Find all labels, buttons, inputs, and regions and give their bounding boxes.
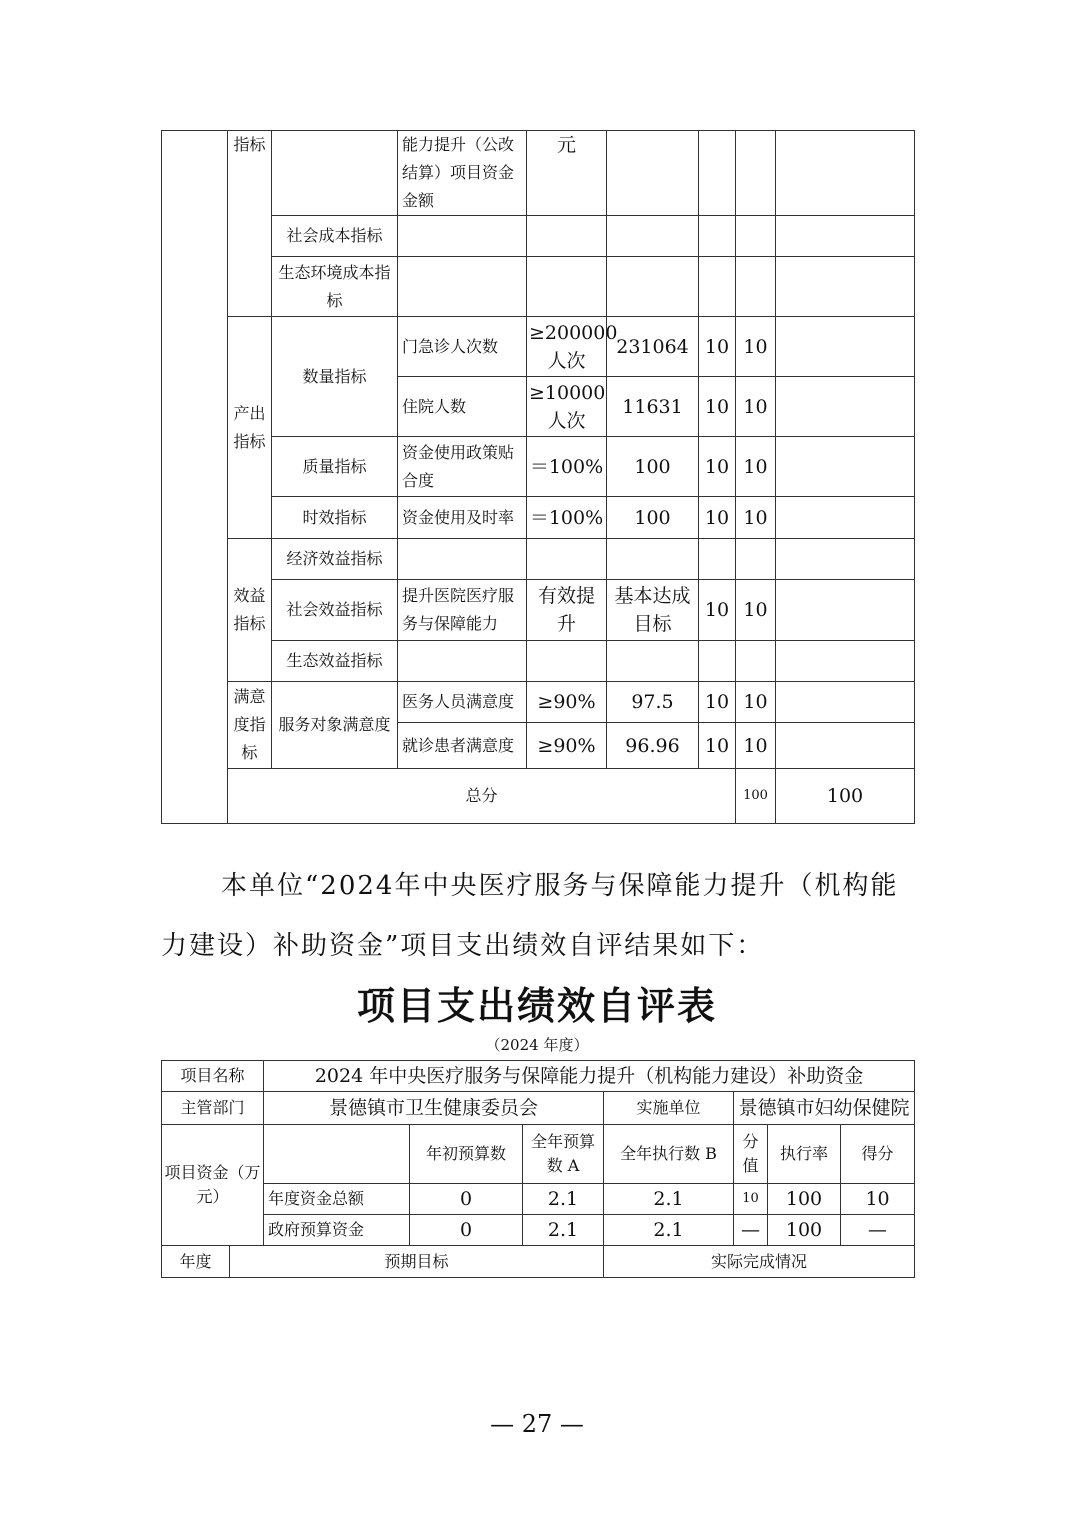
target-cell: ≥90% [527, 682, 607, 723]
target-cell: ＝100% [527, 497, 607, 539]
score-cell: 10 [736, 497, 776, 539]
initial-cell: 0 [410, 1215, 523, 1246]
unit-value: 景德镇市妇幼保健院 [734, 1092, 915, 1125]
rate-cell: 100 [768, 1184, 841, 1215]
weight-cell: 10 [699, 377, 736, 437]
actual-cell: 96.96 [607, 723, 699, 769]
dept-value: 景德镇市卫生健康委员会 [264, 1092, 604, 1125]
project-name: 2024 年中央医疗服务与保障能力提升（机构能力建设）补助资金 [264, 1061, 915, 1092]
weight-cell: 10 [699, 682, 736, 723]
budget-cell: 2.1 [523, 1215, 604, 1246]
score-cell: 10 [736, 682, 776, 723]
level3-label: 社会效益指标 [272, 580, 398, 641]
level2-label: 指标 [228, 131, 272, 317]
col-header: 全年执行数 B [604, 1125, 734, 1184]
level3-label: 数量指标 [272, 317, 398, 437]
indicator-cell: 住院人数 [398, 377, 527, 437]
level3-label: 时效指标 [272, 497, 398, 539]
indicator-cell: 资金使用及时率 [398, 497, 527, 539]
target-cell: ≥10000人次 [527, 377, 607, 437]
unit-label: 实施单位 [604, 1092, 734, 1125]
initial-cell: 0 [410, 1184, 523, 1215]
exec-cell: 2.1 [604, 1215, 734, 1246]
level3-label: 质量指标 [272, 437, 398, 497]
score-cell: — [841, 1215, 915, 1246]
weight-cell: 10 [699, 317, 736, 377]
weight-cell: 10 [734, 1184, 768, 1215]
level2-label: 产出指标 [228, 317, 272, 539]
level1-blank [162, 131, 228, 824]
actual-cell: 97.5 [607, 682, 699, 723]
row-label: 政府预算资金 [264, 1215, 410, 1246]
project-name-label: 项目名称 [162, 1061, 264, 1092]
score-cell: 10 [841, 1184, 915, 1215]
score-cell: 10 [736, 317, 776, 377]
performance-indicator-table [161, 130, 915, 824]
indicator-cell: 提升医院医疗服务与保障能力 [398, 580, 527, 641]
total-weight: 100 [736, 769, 776, 824]
weight-cell: 10 [699, 437, 736, 497]
indicator-cell: 就诊患者满意度 [398, 723, 527, 769]
actual-cell: 100 [607, 497, 699, 539]
actual-cell: 11631 [607, 377, 699, 437]
budget-cell: 2.1 [523, 1184, 604, 1215]
target-cell: 有效提升 [527, 580, 607, 641]
target-cell: ≥90% [527, 723, 607, 769]
level3-label: 服务对象满意度 [272, 682, 398, 769]
weight-cell: 10 [699, 497, 736, 539]
weight-cell: 10 [699, 580, 736, 641]
exec-cell: 2.1 [604, 1184, 734, 1215]
score-cell: 10 [736, 437, 776, 497]
level3-label: 经济效益指标 [272, 539, 398, 580]
indicator-cell: 能力提升（公改结算）项目资金金额 [398, 131, 527, 216]
level2-label: 满意度指标 [228, 682, 272, 769]
footer-year: 年度 [162, 1246, 230, 1278]
total-score: 100 [776, 769, 915, 824]
score-cell: 10 [736, 377, 776, 437]
target-cell: 元 [527, 131, 607, 216]
indicator-cell: 资金使用政策贴合度 [398, 437, 527, 497]
level3-label: 社会成本指标 [272, 216, 398, 257]
level2-label: 效益指标 [228, 539, 272, 682]
intro-paragraph: 本单位“2024年中央医疗服务与保障能力提升（机构能力建设）补助资金”项目支出绩效自评结果如下： [161, 871, 899, 961]
self-evaluation-table [161, 1060, 915, 1278]
col-header: 分值 [734, 1125, 768, 1184]
total-label: 总分 [228, 769, 736, 824]
footer-actual: 实际完成情况 [604, 1246, 915, 1278]
year-subtitle: （2024 年度） [485, 1036, 589, 1054]
dept-label: 主管部门 [162, 1092, 264, 1125]
col-header: 年初预算数 [410, 1125, 523, 1184]
col-header: 全年预算数 A [523, 1125, 604, 1184]
row-label: 年度资金总额 [264, 1184, 410, 1215]
actual-cell: 231064 [607, 317, 699, 377]
level3-label: 生态环境成本指标 [272, 257, 398, 317]
score-cell: 10 [736, 723, 776, 769]
page-title: 项目支出绩效自评表 [356, 984, 717, 1028]
actual-cell: 100 [607, 437, 699, 497]
page-number: — 27 — [490, 1410, 584, 1438]
footer-expected: 预期目标 [230, 1246, 604, 1278]
actual-cell: 基本达成目标 [607, 580, 699, 641]
indicator-cell: 门急诊人次数 [398, 317, 527, 377]
weight-cell: — [734, 1215, 768, 1246]
indicator-cell: 医务人员满意度 [398, 682, 527, 723]
funds-label: 项目资金（万元） [162, 1125, 264, 1246]
col-header: 得分 [841, 1125, 915, 1184]
weight-cell: 10 [699, 723, 736, 769]
target-cell: ≥200000人次 [527, 317, 607, 377]
target-cell: ＝100% [527, 437, 607, 497]
score-cell: 10 [736, 580, 776, 641]
col-header: 执行率 [768, 1125, 841, 1184]
level3-label: 生态效益指标 [272, 641, 398, 682]
rate-cell: 100 [768, 1215, 841, 1246]
